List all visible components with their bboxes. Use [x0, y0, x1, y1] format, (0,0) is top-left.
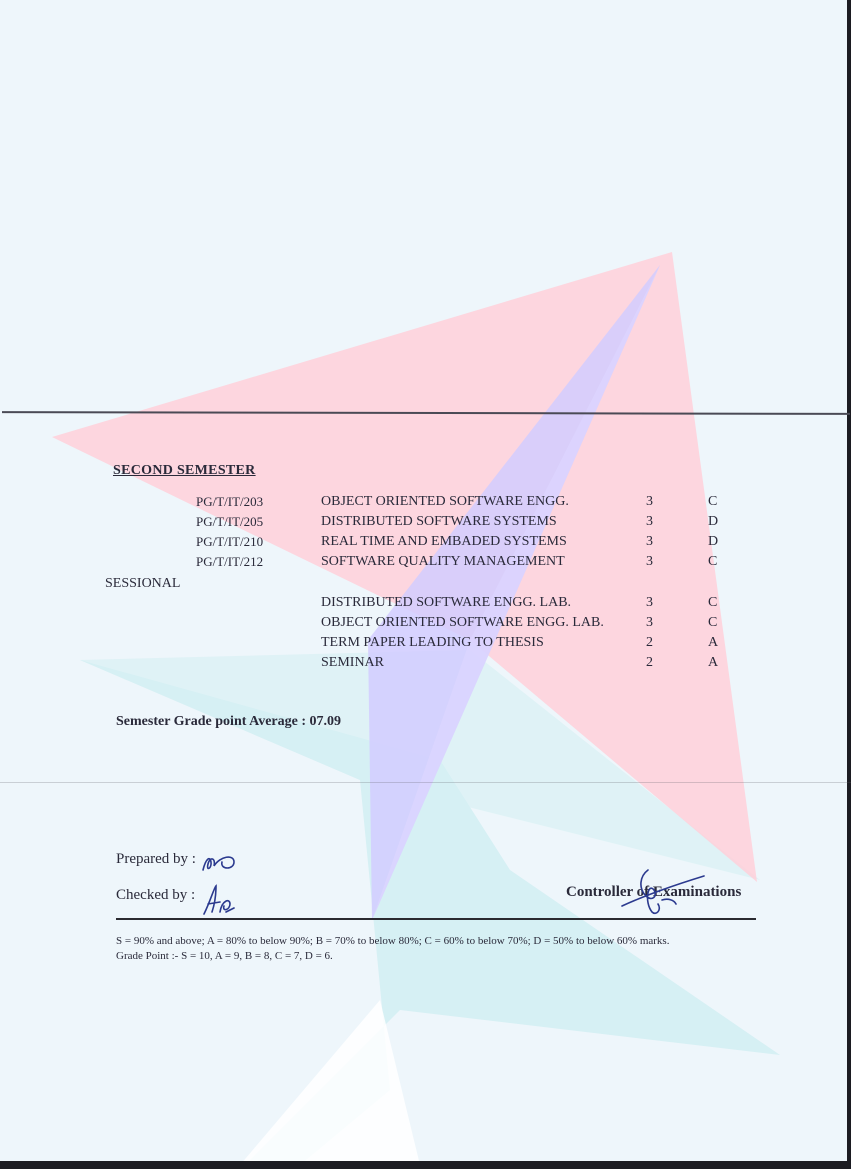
- course-code: PG/T/IT/210: [196, 534, 264, 549]
- course-row: [0, 494, 851, 514]
- course-credit: 3: [646, 514, 653, 529]
- course-grade: C: [708, 595, 718, 610]
- footer-divider: [116, 918, 756, 920]
- course-credit: 3: [646, 615, 653, 630]
- checked-by-label: Checked by :: [116, 887, 196, 903]
- sessional-row: [0, 635, 851, 655]
- controller-label: Controller of Examinations: [566, 884, 742, 900]
- semester-title: SECOND SEMESTER: [113, 463, 256, 478]
- grade-point-legend: Grade Point :- S = 10, A = 9, B = 8, C = 7, D = 6.: [116, 950, 333, 962]
- course-credit: 2: [646, 655, 653, 670]
- course-grade: C: [708, 494, 718, 509]
- course-title: OBJECT ORIENTED SOFTWARE ENGG. LAB.: [321, 615, 604, 630]
- course-title: DISTRIBUTED SOFTWARE SYSTEMS: [321, 514, 557, 529]
- course-title: REAL TIME AND EMBADED SYSTEMS: [321, 534, 567, 549]
- checked-by-signature: [200, 882, 240, 918]
- sgpa-text: Semester Grade point Average : 07.09: [116, 714, 341, 729]
- sessional-row: [0, 595, 851, 615]
- course-grade: A: [708, 655, 719, 670]
- course-credit: 3: [646, 554, 653, 569]
- course-title: TERM PAPER LEADING TO THESIS: [321, 635, 544, 650]
- course-title: SOFTWARE QUALITY MANAGEMENT: [321, 554, 565, 569]
- course-code: PG/T/IT/203: [196, 494, 264, 509]
- course-credit: 3: [646, 595, 653, 610]
- course-title: SEMINAR: [321, 655, 385, 670]
- course-row: [0, 534, 851, 554]
- course-code: PG/T/IT/205: [196, 514, 264, 529]
- course-grade: D: [708, 514, 719, 529]
- course-code: PG/T/IT/212: [196, 554, 264, 569]
- course-grade: A: [708, 635, 719, 650]
- course-grade: C: [708, 554, 718, 569]
- prepared-by-label: Prepared by :: [116, 851, 196, 867]
- course-credit: 3: [646, 534, 653, 549]
- course-title: DISTRIBUTED SOFTWARE ENGG. LAB.: [321, 595, 572, 610]
- sessional-heading: SESSIONAL: [105, 576, 181, 591]
- prepared-by-signature: [200, 850, 240, 876]
- course-credit: 2: [646, 635, 653, 650]
- course-credit: 3: [646, 494, 653, 509]
- course-title: OBJECT ORIENTED SOFTWARE ENGG.: [321, 494, 569, 509]
- sessional-row: [0, 615, 851, 635]
- grade-legend: S = 90% and above; A = 80% to below 90%; B = 70% to below 80%; C = 60% to below 70%; D = 50% to below 60% marks.: [116, 935, 670, 947]
- course-row: [0, 554, 851, 574]
- course-grade: D: [708, 534, 719, 549]
- course-row: [0, 514, 851, 534]
- course-grade: C: [708, 615, 718, 630]
- controller-signature: [618, 866, 708, 918]
- sessional-row: [0, 655, 851, 675]
